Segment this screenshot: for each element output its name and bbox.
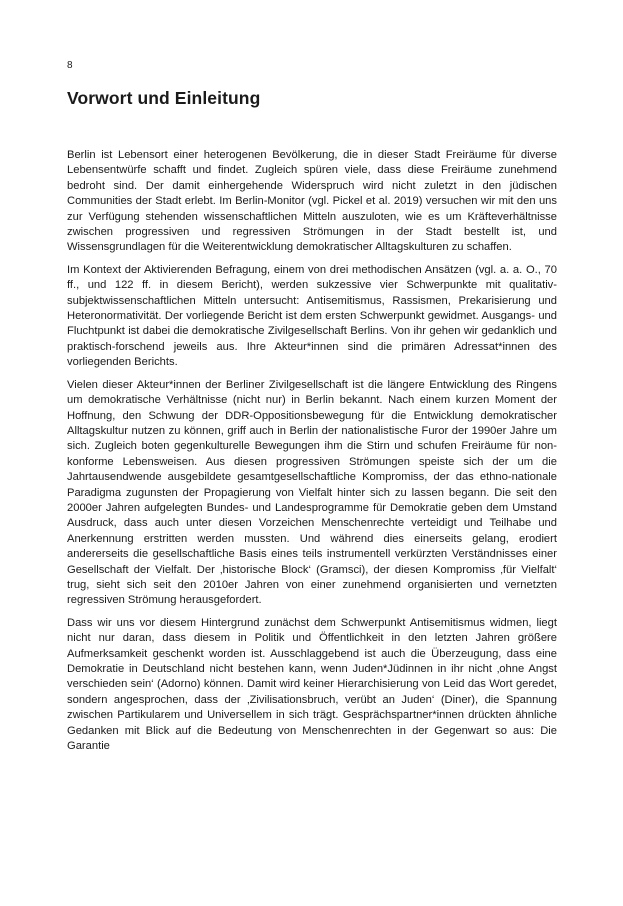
- paragraph-1: Berlin ist Lebensort einer heterogenen Bevölkerung, die in dieser Stadt Freiräume für diverse Lebensentwürfe schafft und findet. Zugleich spüren viele, dass diese Freiräume zunehmend bedroht sind. Der damit einhergehende Widerspruch wird nicht zuletzt in den jüdischen Communities der Stadt erlebt. Im Berlin-Monitor (vgl. Pickel et al. 2019) versuchen wir mit den uns zur Verfügung stehenden wissenschaftlichen Mitteln auszuloten, wie es um Kräfteverhältnisse zwischen progressiven und regressiven Strömungen in der Stadt bestellt ist, und Wissensgrundlagen für die Weiterentwicklung demokratischer Alltagskulturen zu schaffen.: [67, 149, 557, 254]
- page-number: 8: [67, 60, 73, 71]
- chapter-title: Vorwort und Einleitung: [67, 88, 261, 108]
- paragraph-3: Vielen dieser Akteur*innen der Berliner Zivilgesellschaft ist die längere Entwicklung des Ringens um demokratische Verhältnisse (nicht nur) in Berlin bekannt. Nach einem kurzen Moment der Hoffnung, den Schwung der DDR-Oppositionsbewegung für die Entwicklung demokratischer Alltagskultur nutzen zu können, griff auch in Berlin der nationalistische Furor der 1990er Jahre um sich. Zugleich boten gegenkulturelle Bewegungen ihm die Stirn und schufen Freiräume für non-konforme Lebensweisen. Aus diesen progressiven Strömungen speiste sich der um die Jahrtausendwende ausgebildete gesamtgesellschaftliche Kompromiss, der das ethno-nationale Paradigma zugunsten der Propagierung von Vielfalt hinter sich zu lassen begann. Die seit den 2000er Jahren aufgelegten Bundes- und Landesprogramme für Demokratie geben dem Umstand Ausdruck, dass auch unter diesen Vorzeichen Menschenrechte verteidigt und Teilhabe und Anerkennung erstritten werden mussten. Und während dies einerseits gelang, erodiert andererseits die gesellschaftliche Basis eines teils instrumentell verkürzten Verständnisses einer Gesellschaft der Vielfalt. Der ‚historische Block‘ (Gramsci), der diesen Kompromiss ‚für Vielfalt‘ trug, sieht sich seit den 2010er Jahren von einer zunehmend organisierten und vernetzten regressiven Strömung herausgefordert.: [67, 378, 557, 607]
- body-text: [67, 148, 557, 761]
- paragraph-4: Dass wir uns vor diesem Hintergrund zunächst dem Schwerpunkt Antisemitismus widmen, liegt nicht nur daran, dass diesem in Politik und Öffentlichkeit in den letzten Jahren größere Aufmerksamkeit geschenkt worden ist. Ausschlaggebend ist auch die Überzeugung, dass eine Demokratie in Deutschland nicht bestehen kann, wenn Juden*Jüdinnen in ihr nicht ‚ohne Angst verschieden sein‘ (Adorno) können. Damit wird keiner Hierarchisierung von Leid das Wort geredet, sondern angesprochen, dass der ‚Zivilisationsbruch, verübt an Juden‘ (Diner), die Spannung zwischen Partikularem und Universellem in sich trägt. Gesprächspartner*innen drückten ähnliche Gedanken mit Blick auf die Bedeutung von Menschenrechten in der Gegenwart so aus: Die Garantie: [67, 616, 557, 753]
- paragraph-2: Im Kontext der Aktivierenden Befragung, einem von drei methodischen Ansätzen (vgl. a. a. O., 70 ff., und 122 ff. in diesem Bericht), werden sukzessive vier Schwerpunkte mit qualitativ-subjektwissenschaftlichen Mitteln untersucht: Antisemitismus, Rassismen, Prekarisierung und Heteronormativität. Der vorliegende Bericht ist dem ersten Schwerpunkt gewidmet. Ausgangs- und Fluchtpunkt ist dabei die demokratische Zivilgesellschaft Berlins. Von ihr gehen wir gedanklich und praktisch-forschend jeweils aus. Ihre Akteur*innen sind die primären Adressat*innen des vorliegenden Berichts.: [67, 263, 557, 369]
